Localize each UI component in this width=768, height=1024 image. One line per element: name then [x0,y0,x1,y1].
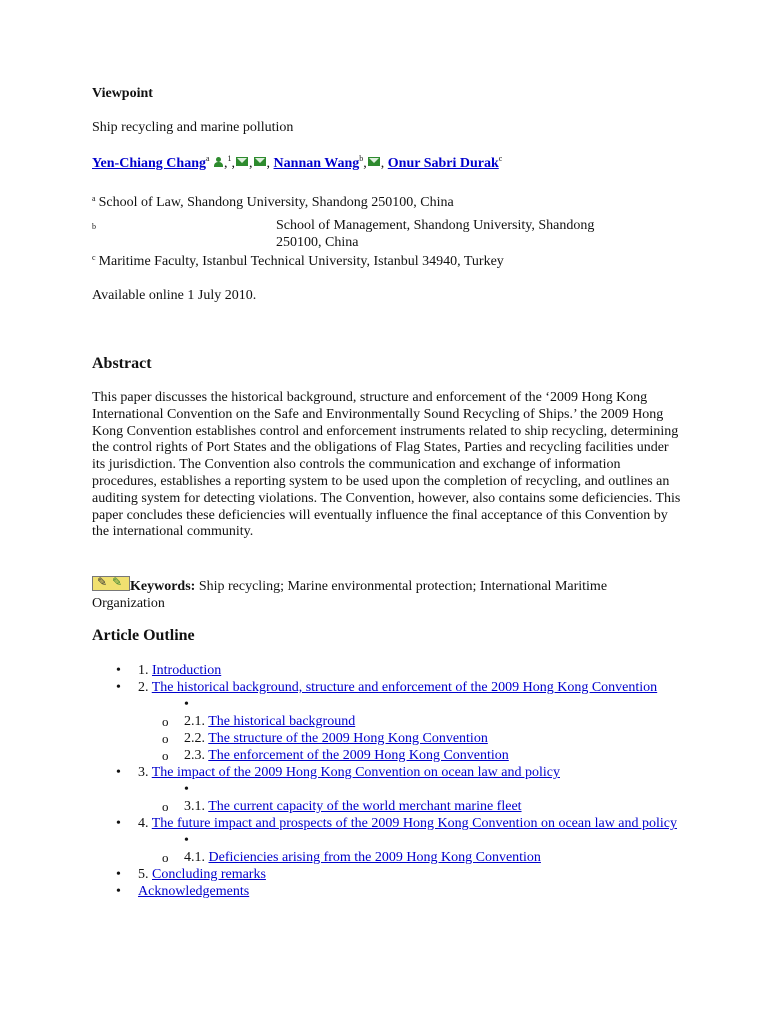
outline-link-section-3-1[interactable]: The current capacity of the world merchant marine fleet [208,799,522,814]
list-item [92,662,692,679]
outline-link-section-4-1[interactable]: Deficiencies arising from the 2009 Hong Kong Convention [208,850,541,865]
email-icon[interactable] [236,157,248,166]
list-item [92,849,692,866]
outline-link-section-2[interactable]: The historical background, structure and enforcement of the 2009 Hong Kong Convention [151,680,658,695]
outline-link-acknowledgements[interactable]: Acknowledgements [138,884,250,899]
keywords [92,576,682,612]
list-item [92,679,692,696]
author-link-wang[interactable]: Nannan Wang [273,156,360,171]
list-item [92,747,692,764]
corresponding-author-icon[interactable] [214,157,223,167]
author-list: Yen-Chiang Chang$^a$ ,$^1$, , , Nannan Wang$^b$, , Onur Sabri Durak$^c$ [92,154,503,171]
list-item [92,713,692,730]
list-bullet [92,781,692,798]
list-item [92,730,692,747]
author-link-durak[interactable]: Onur Sabri Durak [387,156,499,171]
affiliation-text: School of Law, Shandong University, Shandong 250100, China [98,195,454,210]
affiliation-mark: a [92,194,96,203]
affiliation-a [92,194,454,211]
affiliation-c [92,253,504,270]
outline-link-section-2-3[interactable]: The enforcement of the 2009 Hong Kong Convention [208,748,509,763]
affiliation-text: Maritime Faculty, Istanbul Technical University, Istanbul 34940, Turkey [98,254,504,269]
abstract-heading: Abstract [92,355,152,372]
email-icon[interactable] [368,157,380,166]
outline-number: 2.3. [184,748,209,763]
keywords-toggle-icon[interactable] [92,576,130,591]
outline-link-section-4[interactable]: The future impact and prospects of the 2009 Hong Kong Convention on ocean law and policy [151,816,678,831]
list-item [92,866,692,883]
outline-number: 3. [138,765,152,780]
list-bullet [92,696,692,713]
author-link-chang[interactable]: Yen-Chiang Chang [92,156,206,171]
affiliation-mark: c [92,253,96,262]
section-label: Viewpoint [92,86,153,101]
outline-number: 2.1. [184,714,209,729]
list-item [92,798,692,815]
author-sup-c: c [498,154,503,163]
outline-number: 2.2. [184,731,209,746]
keywords-label: Keywords: [130,579,196,594]
abstract-text: This paper discusses the historical background, structure and enforcement of the ‘2009 Hong Kong International Convention on the Safe and Environmentally Sound Recycling of Ships.’ the 2009 Hong Kong Convention establishes control and enforcement instruments related to ship recycling, determining the control rights of Port States and the obligations of Flag States, Parties and recycling facilities under its jurisdiction. The Convention also controls the communication and exchange of information procedures, establishes a reporting system to be used upon the completion of recycling, and outlines an auditing system for detecting violations. The Convention, however, also contains some deficiencies. This paper concludes these deficiencies will eventually influence the final acceptance of this Convention by the international community. [92,390,681,540]
outline-link-section-5[interactable]: Concluding remarks [152,867,266,882]
article-title: Ship recycling and marine pollution [92,120,294,135]
outline-link-section-2-1[interactable]: The historical background [208,714,356,729]
email-icon[interactable] [254,157,266,166]
outline-heading: Article Outline [92,627,195,644]
list-item [92,764,692,781]
affiliation-b: School of Management, Shandong University, Shandong 250100, China [276,218,595,250]
outline-number: 4. [138,816,152,831]
author-sup-b: b [359,154,364,163]
affiliation-mark: b [92,222,96,231]
available-online: Available online 1 July 2010. [92,288,257,303]
outline-link-introduction[interactable]: Introduction [152,663,222,678]
outline-link-section-2-2[interactable]: The structure of the 2009 Hong Kong Convention [208,731,488,746]
list-bullet [92,832,692,849]
keywords-text: Ship recycling; Marine environmental protection; International Maritime Organization [92,579,608,611]
outline-link-section-3[interactable]: The impact of the 2009 Hong Kong Convention on ocean law and policy [151,765,560,780]
outline-number: 3.1. [184,799,209,814]
outline-number: 4.1. [184,850,209,865]
author-sup-a: a [205,154,210,163]
article-outline [92,662,692,900]
list-item [92,815,692,832]
footnote-sup-1[interactable]: 1 [227,154,232,163]
affiliation-b-mark [92,222,99,239]
list-item [92,883,692,900]
outline-number: 5. [138,867,152,882]
outline-number: 1. [138,663,152,678]
outline-number: 2. [138,680,152,695]
